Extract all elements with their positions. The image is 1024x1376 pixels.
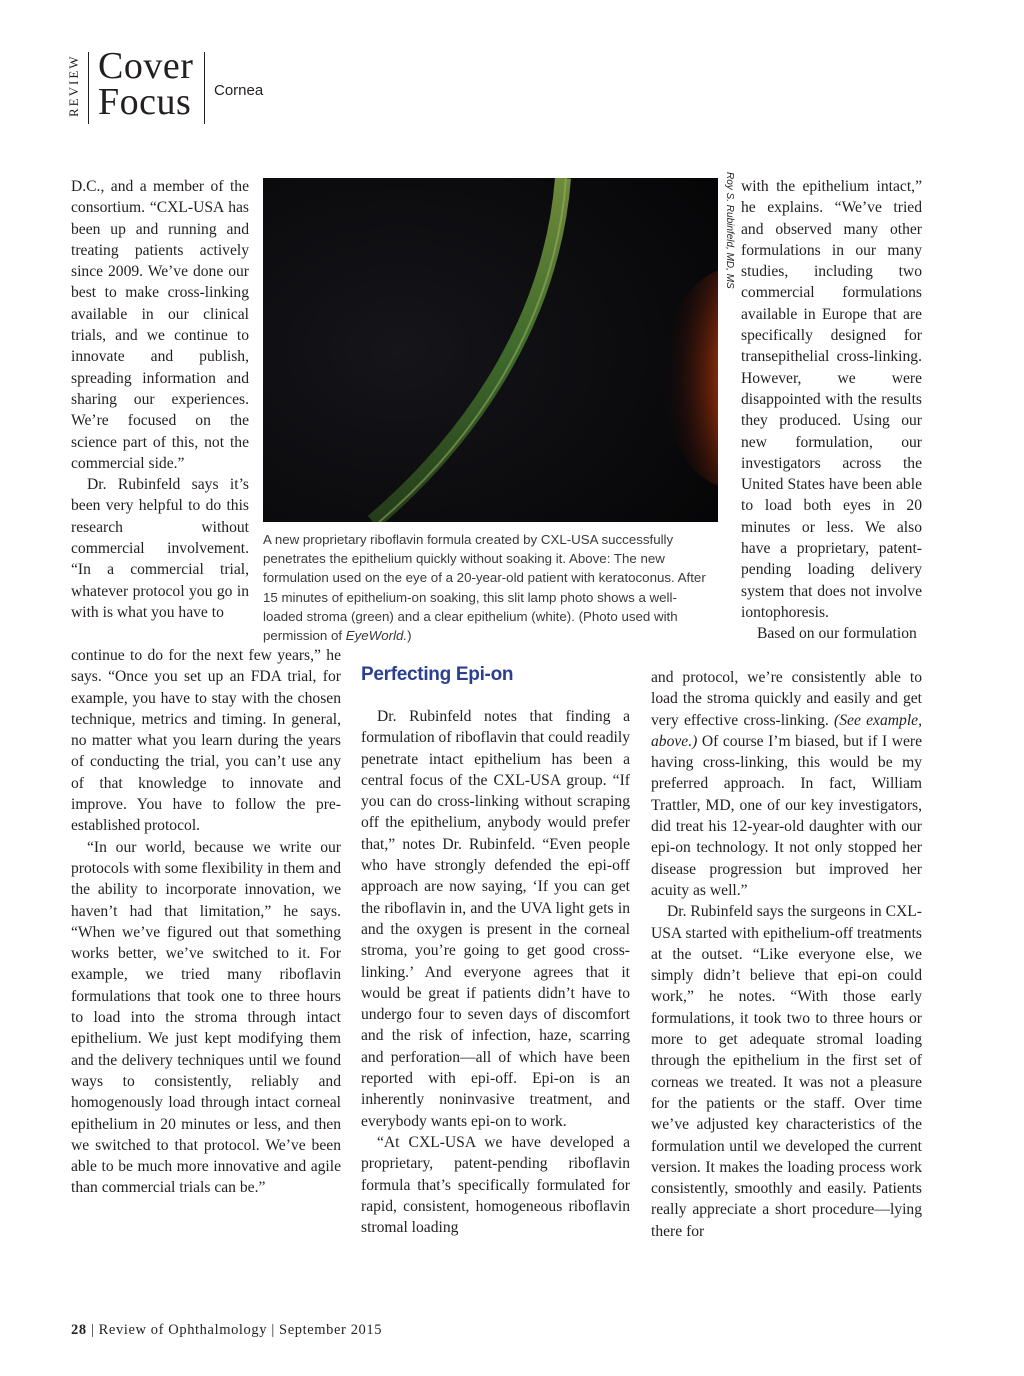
section-name: Cornea: [214, 82, 264, 99]
review-label: REVIEW: [66, 54, 81, 118]
slit-lamp-photo: [263, 178, 718, 522]
paragraph: “At CXL-USA we have developed a proprietary, patent-pending riboflavin formula that’s specifically formulated for rapid, consistent, homogeneous riboflavin stromal loading: [361, 1133, 630, 1237]
header-divider: [88, 52, 89, 124]
page-number: 28: [71, 1322, 87, 1338]
publication-line: | Review of Ophthalmology | September 2015: [90, 1322, 383, 1338]
header-divider: [204, 52, 205, 124]
section-subhead: Perfecting Epi-on: [361, 664, 514, 685]
photo-caption: [263, 530, 713, 645]
paragraph: D.C., and a member of the consortium. “CXL-USA has been up and running and treating patients actively since 2009. We’ve done our best to make cross-linking available in our clinical trials, and we continue to innovate and publish, spreading information and sharing our experiences. We’re focused on the science part of this, not the commercial side.”: [71, 178, 249, 472]
paragraph: Based on our formulation: [757, 625, 917, 643]
paragraph-text: Of course I’m biased, but if I were having cross-linking, this would be my preferred approach. In fact, William Trattler, MD, one of our key investigators, did treat his 12-year-old daughter with our epi-on technology. It not only stopped her disease progression but improved her acuity as well.”: [651, 732, 922, 899]
caption-publication: EyeWorld.: [345, 628, 408, 644]
caption-end: ): [407, 628, 412, 644]
paragraph: “In our world, because we write our protocols with some flexibility in them and the ability to incorporate innovation, we haven’t had that limitation,” he says. “When we’ve figured out that something works better, we’ve switched to it. For example, we tried many riboflavin formulations that took one to three hours to load into the stroma through intact epithelium. We just kept modifying them and the delivery techniques until we found ways to consistently, reliably and homogenously load through intact corneal epithelium in 20 minutes or less, and then we switched to that protocol. We’ve been able to be much more innovative and agile than commercial trials can be.”: [71, 838, 341, 1197]
department-title-line1: Cover: [98, 45, 194, 87]
paragraph: Dr. Rubinfeld says it’s been very helpful to do this research without commercial involvement. “In a commercial trial, whatever protocol you go in with is what you have to: [71, 476, 249, 621]
article-column-2: [361, 706, 630, 1238]
department-title-line2: Focus: [98, 81, 192, 123]
paragraph: Dr. Rubinfeld notes that finding a formulation of riboflavin that could readily penetrate intact epithelium has been a central focus of the CXL-USA group. “If you can do cross-linking without scraping off the epithelium, anybody would prefer that,” notes Dr. Rubinfeld. “Even people who have strongly defended the epi-off approach are now saying, ‘If you can get the riboflavin in, and the UVA light gets in and the oxygen is present in the corneal stroma, you’re going to get good cross-linking.’ And everyone agrees that it would be great if patients didn’t have to undergo four to seven days of discomfort and the risk of infection, haze, scarring and perforation—all of which have been reported with epi-off. Epi-on is an inherently noninvasive treatment, and everybody wants epi-on to work.: [361, 708, 630, 1130]
article-column-1-lower: [71, 645, 341, 1199]
paragraph: Dr. Rubinfeld says the surgeons in CXL-USA started with epithelium-off treatments at the outset. “Like everyone else, we simply didn’t believe that epi-on could work,” he notes. “With those early formulations, it took two to three hours or more to get adequate stromal loading through the epithelium in the first set of corneas we treated. It was not a pleasure for the patients or the staff. Over time we’ve adjusted key characteristics of the formulation until we developed the current version. It makes the loading process work consistently, smoothly and easily. Patients really appreciate a short procedure—lying there for: [651, 903, 922, 1240]
article-column-3-upper: [741, 176, 922, 645]
page-footer: [71, 1322, 382, 1339]
paragraph-emphasis: (See example, above.): [651, 711, 922, 750]
article-column-1-upper: [71, 176, 249, 623]
paragraph: continue to do for the next few years,” he says. “Once you set up an FDA trial, for example, you have to stay with the chosen technique, metrics and timing. In general, no matter what you learn during the years of conducting the trial, you can’t use any of that knowledge to innovate and improve. You have to follow the pre-established protocol.: [71, 647, 341, 835]
article-column-3-lower: [651, 667, 922, 1242]
paragraph-text: and protocol, we’re consistently able to load the stroma quickly and easily and get very effective cross-linking.: [651, 669, 922, 729]
caption-text: A new proprietary riboflavin formula created by CXL-USA successfully penetrates the epithelium quickly without soaking it. Above: The new formulation used on the eye of a 20-year-old patient with keratoconus. After 15 minutes of epithelium-on soaking, this slit lamp photo shows a well-loaded stroma (green) and a clear epithelium (white). (Photo used with permission of: [263, 532, 706, 644]
photo-credit: Roy S. Rubinfeld, MD, MS: [724, 172, 735, 289]
paragraph: with the epithelium intact,” he explains. “We’ve tried and observed many other formulations in our many studies, including two commercial formulations available in Europe that are specifically designed for transepithelial cross-linking. However, we were disappointed with the results they produced. Using our new formulation, our investigators across the United States have been able to load both eyes in 20 minutes or less. We also have a proprietary, patent-pending loading delivery system that does not involve iontophoresis.: [741, 178, 922, 621]
department-title: [98, 45, 194, 123]
paragraph: [651, 667, 922, 901]
